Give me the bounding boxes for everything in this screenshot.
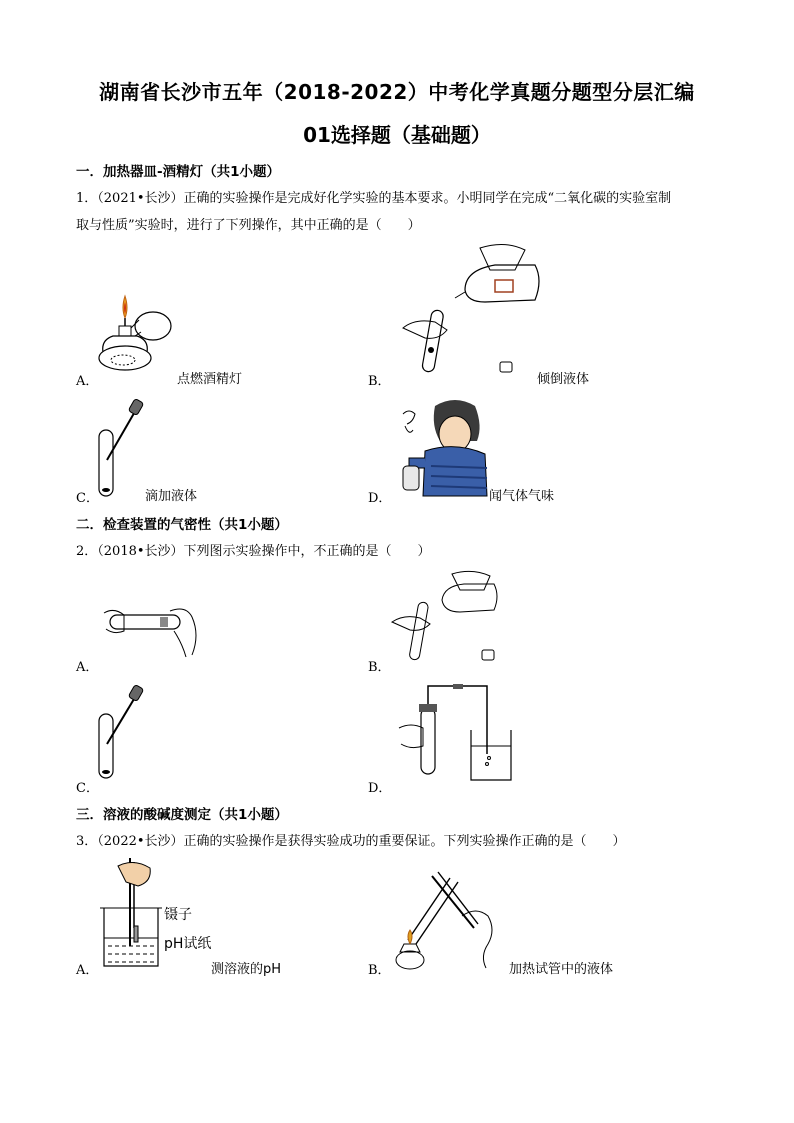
section-heading-3: 三．溶液的酸碱度测定（共1小题） bbox=[76, 807, 288, 823]
question-3-line-1: 3．（2022•长沙）正确的实验操作是获得实验成功的重要保证。下列实验操作正确的是（ ） bbox=[76, 834, 626, 849]
section-heading-2: 二．检查装置的气密性（共1小题） bbox=[76, 517, 288, 533]
dropping-liquid-figure-2 bbox=[95, 686, 155, 782]
airtightness-check-figure bbox=[393, 684, 523, 784]
page-subtitle: 01选择题（基础题） bbox=[303, 123, 491, 147]
heating-liquid-figure bbox=[392, 872, 507, 972]
q1-option-d-caption: 闻气体气味 bbox=[489, 489, 555, 504]
q3-option-b-letter: B． bbox=[368, 963, 391, 978]
question-2-line-1: 2．（2018•长沙）下列图示实验操作中，不正确的是（ ） bbox=[76, 544, 431, 559]
pouring-liquid-figure bbox=[395, 240, 545, 380]
q1-option-a-letter: A． bbox=[76, 374, 99, 389]
q2-option-d-letter: D． bbox=[368, 781, 392, 796]
ph-measurement-figure bbox=[98, 858, 168, 968]
q1-option-c-letter: C． bbox=[76, 491, 99, 506]
q1-option-d-letter: D． bbox=[368, 491, 392, 506]
q2-option-a-letter: A． bbox=[76, 660, 99, 675]
q1-option-b-letter: B． bbox=[368, 374, 391, 389]
q3-option-a-caption: 测溶液的pH bbox=[211, 962, 282, 977]
smelling-gas-figure bbox=[395, 396, 490, 496]
label-ph-paper: pH试纸 bbox=[164, 936, 212, 952]
label-tweezers: 镊子 bbox=[164, 907, 192, 923]
q3-option-b-caption: 加热试管中的液体 bbox=[509, 962, 614, 977]
q3-option-a-letter: A． bbox=[76, 963, 99, 978]
q2-option-c-letter: C． bbox=[76, 781, 99, 796]
lighting-alcohol-lamp-figure bbox=[95, 290, 185, 375]
q1-option-b-caption: 倾倒液体 bbox=[537, 372, 590, 387]
section-heading-1: 一．加热器皿-酒精灯（共1小题） bbox=[76, 164, 280, 180]
page-title: 湖南省长沙市五年（2018-2022）中考化学真题分题型分层汇编 bbox=[99, 80, 695, 104]
question-1-line-1: 1．（2021•长沙）正确的实验操作是完成好化学实验的基本要求。小明同学在完成“二氧化碳的实验室制 bbox=[76, 191, 672, 206]
pouring-liquid-small-figure bbox=[390, 570, 510, 665]
q1-option-a-caption: 点燃酒精灯 bbox=[177, 372, 243, 387]
holding-test-tube-figure bbox=[100, 605, 205, 660]
q2-option-b-letter: B． bbox=[368, 660, 391, 675]
question-1-line-2: 取与性质”实验时，进行了下列操作，其中正确的是（ ） bbox=[76, 218, 421, 233]
q1-option-c-caption: 滴加液体 bbox=[145, 489, 198, 504]
